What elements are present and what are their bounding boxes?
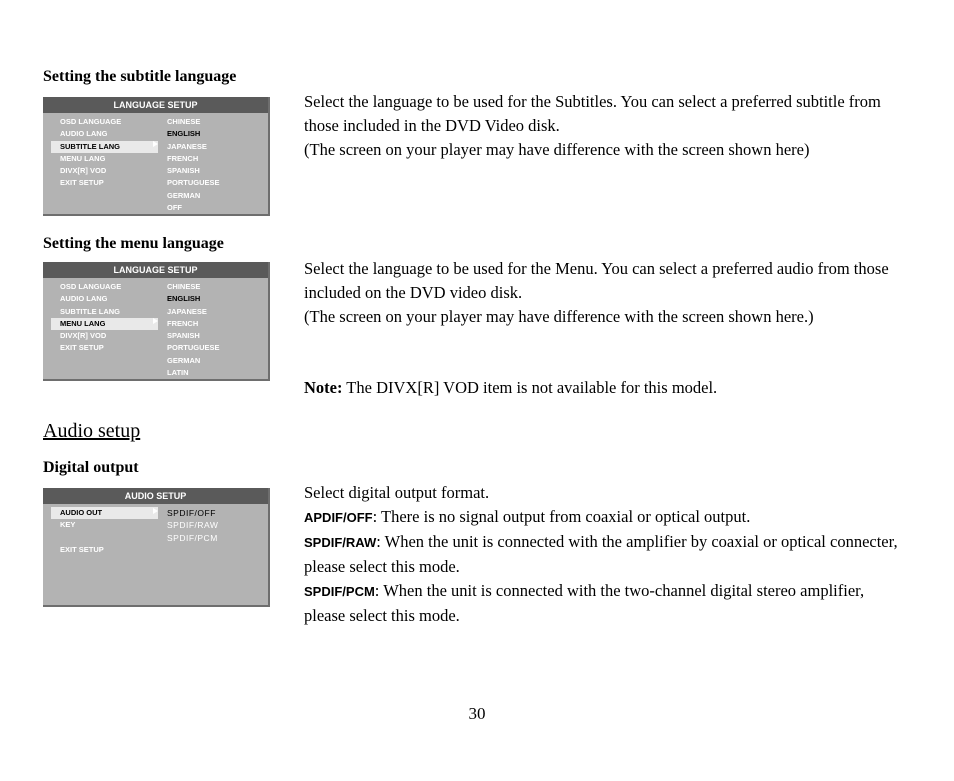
note-label: Note: xyxy=(304,378,343,397)
osd-title: LANGUAGE SETUP xyxy=(43,262,268,278)
osd-option: OFF xyxy=(167,203,182,213)
osd-option-current: SPDIF/OFF xyxy=(167,508,216,518)
spdif-raw-text: : When the unit is connected with the amplifier by coaxial or optical connecter, please select this mode. xyxy=(304,532,898,576)
osd-option: FRENCH xyxy=(167,153,199,163)
osd-item: MENU LANG xyxy=(60,153,106,163)
note xyxy=(304,376,904,400)
osd-item: AUDIO LANG xyxy=(60,294,108,304)
osd-item: KEY xyxy=(60,520,76,530)
apdif-off-text: : There is no signal output from coaxial or optical output. xyxy=(372,507,751,526)
osd-option: CHINESE xyxy=(167,282,201,291)
subtitle-description xyxy=(304,90,904,162)
osd-option: PORTUGUESE xyxy=(167,178,220,188)
osd-item-selected: AUDIO OUT xyxy=(51,507,158,519)
digital-output-heading: Digital output xyxy=(43,459,139,476)
subtitle-heading: Setting the subtitle language xyxy=(43,68,237,85)
menu-language-description xyxy=(304,257,904,329)
osd-item: OSD LANGUAGE xyxy=(60,117,122,126)
arrow-right-icon xyxy=(153,318,158,324)
osd-option: CHINESE xyxy=(167,117,201,126)
digital-output-intro: Select digital output format. xyxy=(304,483,490,502)
osd-option: GERMAN xyxy=(167,355,201,365)
osd-item: EXIT SETUP xyxy=(60,544,104,554)
osd-title: AUDIO SETUP xyxy=(43,488,268,504)
osd-item-selected: SUBTITLE LANG xyxy=(51,141,158,153)
apdif-off-label: APDIF/OFF xyxy=(304,510,373,525)
menu-text-1: Select the language to be used for the Menu. You can select a preferred audio from those included on the DVD video disk. xyxy=(304,259,889,302)
osd-option: LATIN xyxy=(167,368,189,378)
osd-option: SPANISH xyxy=(167,331,200,341)
osd-option: PORTUGUESE xyxy=(167,343,220,353)
osd-item: AUDIO LANG xyxy=(60,129,108,139)
osd-option: SPDIF/RAW xyxy=(167,520,219,531)
osd-item: EXIT SETUP xyxy=(60,343,104,353)
spdif-pcm-text: : When the unit is connected with the two-channel digital stereo amplifier, please select this mode. xyxy=(304,581,865,625)
menu-text-2: (The screen on your player may have difference with the screen shown here.) xyxy=(304,307,814,326)
osd-option: FRENCH xyxy=(167,318,199,328)
subtitle-language-menu xyxy=(43,97,270,216)
page-number: 30 xyxy=(468,704,486,723)
menu-language-heading: Setting the menu language xyxy=(43,235,224,252)
digital-output-description xyxy=(304,481,904,628)
subtitle-text-1: Select the language to be used for the Subtitles. You can select a preferred subtitle from those included in the DVD Video disk. xyxy=(304,92,881,135)
spdif-raw-label: SPDIF/RAW xyxy=(304,535,377,550)
menu-language-menu xyxy=(43,262,270,381)
spdif-pcm-label: SPDIF/PCM xyxy=(304,584,375,599)
osd-option: GERMAN xyxy=(167,190,201,200)
osd-item: DIVX[R] VOD xyxy=(60,166,107,176)
osd-item: SUBTITLE LANG xyxy=(60,306,120,316)
subtitle-text-2: (The screen on your player may have difference with the screen shown here) xyxy=(304,140,810,159)
osd-option-current: ENGLISH xyxy=(167,294,201,304)
osd-option-current: ENGLISH xyxy=(167,129,201,139)
arrow-right-icon xyxy=(153,141,158,147)
arrow-right-icon xyxy=(153,508,158,514)
osd-title: LANGUAGE SETUP xyxy=(43,97,268,113)
osd-option: JAPANESE xyxy=(167,306,207,316)
osd-item: DIVX[R] VOD xyxy=(60,331,107,341)
osd-option: SPDIF/PCM xyxy=(167,532,218,543)
osd-item-selected: MENU LANG xyxy=(51,318,158,330)
osd-item: OSD LANGUAGE xyxy=(60,282,122,291)
audio-setup-menu xyxy=(43,488,270,607)
osd-item xyxy=(43,532,158,544)
osd-option: JAPANESE xyxy=(167,141,207,151)
audio-setup-title: Audio setup xyxy=(43,420,141,442)
osd-option: SPANISH xyxy=(167,166,200,176)
osd-item: EXIT SETUP xyxy=(60,178,104,188)
note-text: The DIVX[R] VOD item is not available for this model. xyxy=(342,378,718,397)
